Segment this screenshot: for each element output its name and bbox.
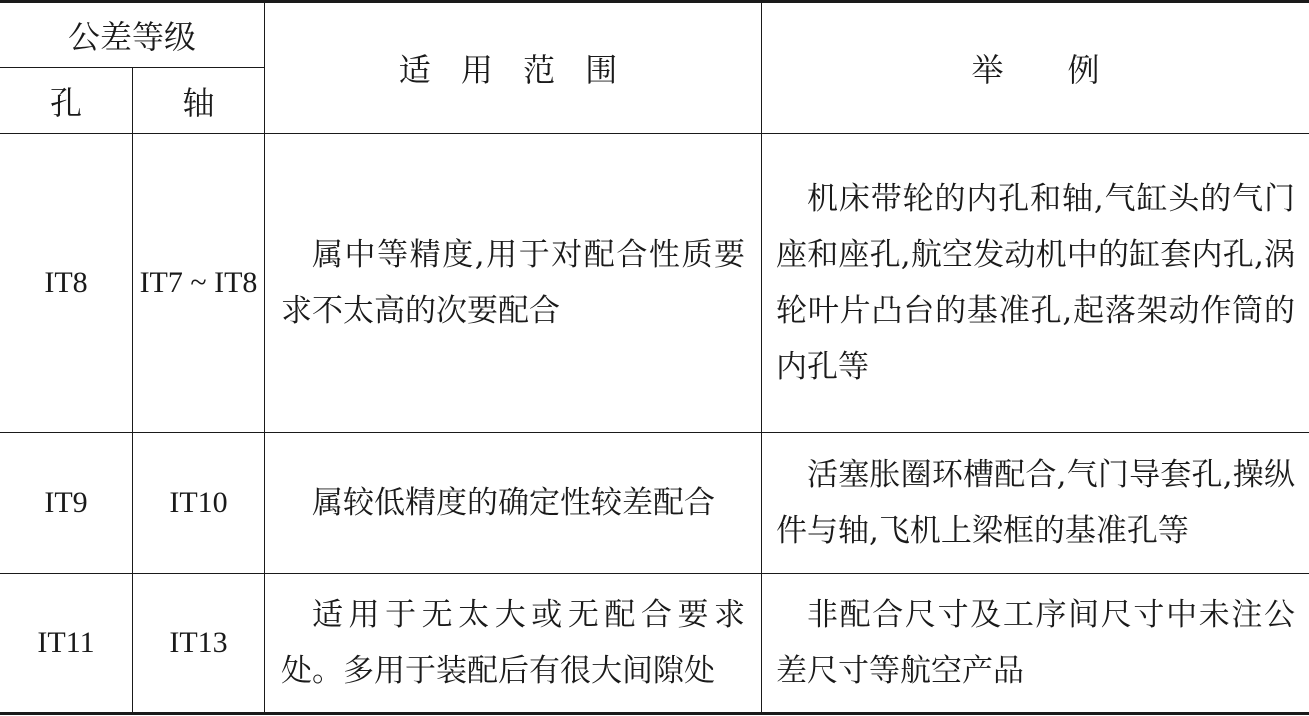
row3-shaft-value: IT13 [169, 626, 228, 659]
row2-hole-value: IT9 [44, 486, 88, 519]
table-row-1-hole [0, 134, 132, 432]
table-row-2-scope [265, 433, 761, 573]
header-scope [265, 3, 761, 133]
row1-example-text: 机床带轮的内孔和轴,气缸头的气门座和座孔,航空发动机中的缸套内孔,涡轮叶片凸台的基准孔,起落架动作筒的内孔等 [776, 181, 1295, 385]
row2-example-text: 活塞胀圈环槽配合,气门导套孔,操纵件与轴,飞机上梁框的基准孔等 [776, 457, 1295, 549]
header-tolerance-grade-label: 公差等级 [67, 18, 196, 56]
header-tolerance-grade [0, 3, 264, 67]
header-example [762, 3, 1309, 133]
row1-scope-text: 属中等精度,用于对配合性质要求不太高的次要配合 [281, 237, 745, 329]
row3-example-text: 非配合尺寸及工序间尺寸中未注公差尺寸等航空产品 [776, 597, 1295, 689]
header-shaft-label: 轴 [182, 83, 215, 122]
table-row-1-example [762, 134, 1309, 432]
table-row-3-shaft [133, 574, 264, 712]
table-row-2-hole [0, 433, 132, 573]
header-shaft [133, 68, 264, 133]
header-hole-label: 孔 [49, 83, 82, 122]
table-row-3-hole [0, 574, 132, 712]
row3-hole-value: IT11 [37, 626, 95, 659]
table-bottom-rule [0, 712, 1309, 715]
row2-scope-text: 属较低精度的确定性较差配合 [312, 485, 715, 521]
table-row-1-scope [265, 134, 761, 432]
row1-hole-value: IT8 [44, 266, 88, 299]
header-hole [0, 68, 132, 133]
table-row-2-shaft [133, 433, 264, 573]
table-row-1-shaft [133, 134, 264, 432]
table-row-3-example [762, 574, 1309, 712]
header-example-label: 举 例 [971, 51, 1100, 89]
row3-scope-text: 适用于无太大或无配合要求处。多用于装配后有很大间隙处 [281, 597, 745, 689]
row1-shaft-value: IT7 ~ IT8 [139, 266, 258, 299]
row2-shaft-value: IT10 [169, 486, 228, 519]
table-row-3-scope [265, 574, 761, 712]
header-scope-label: 适 用 范 围 [398, 51, 628, 89]
table-row-2-example [762, 433, 1309, 573]
